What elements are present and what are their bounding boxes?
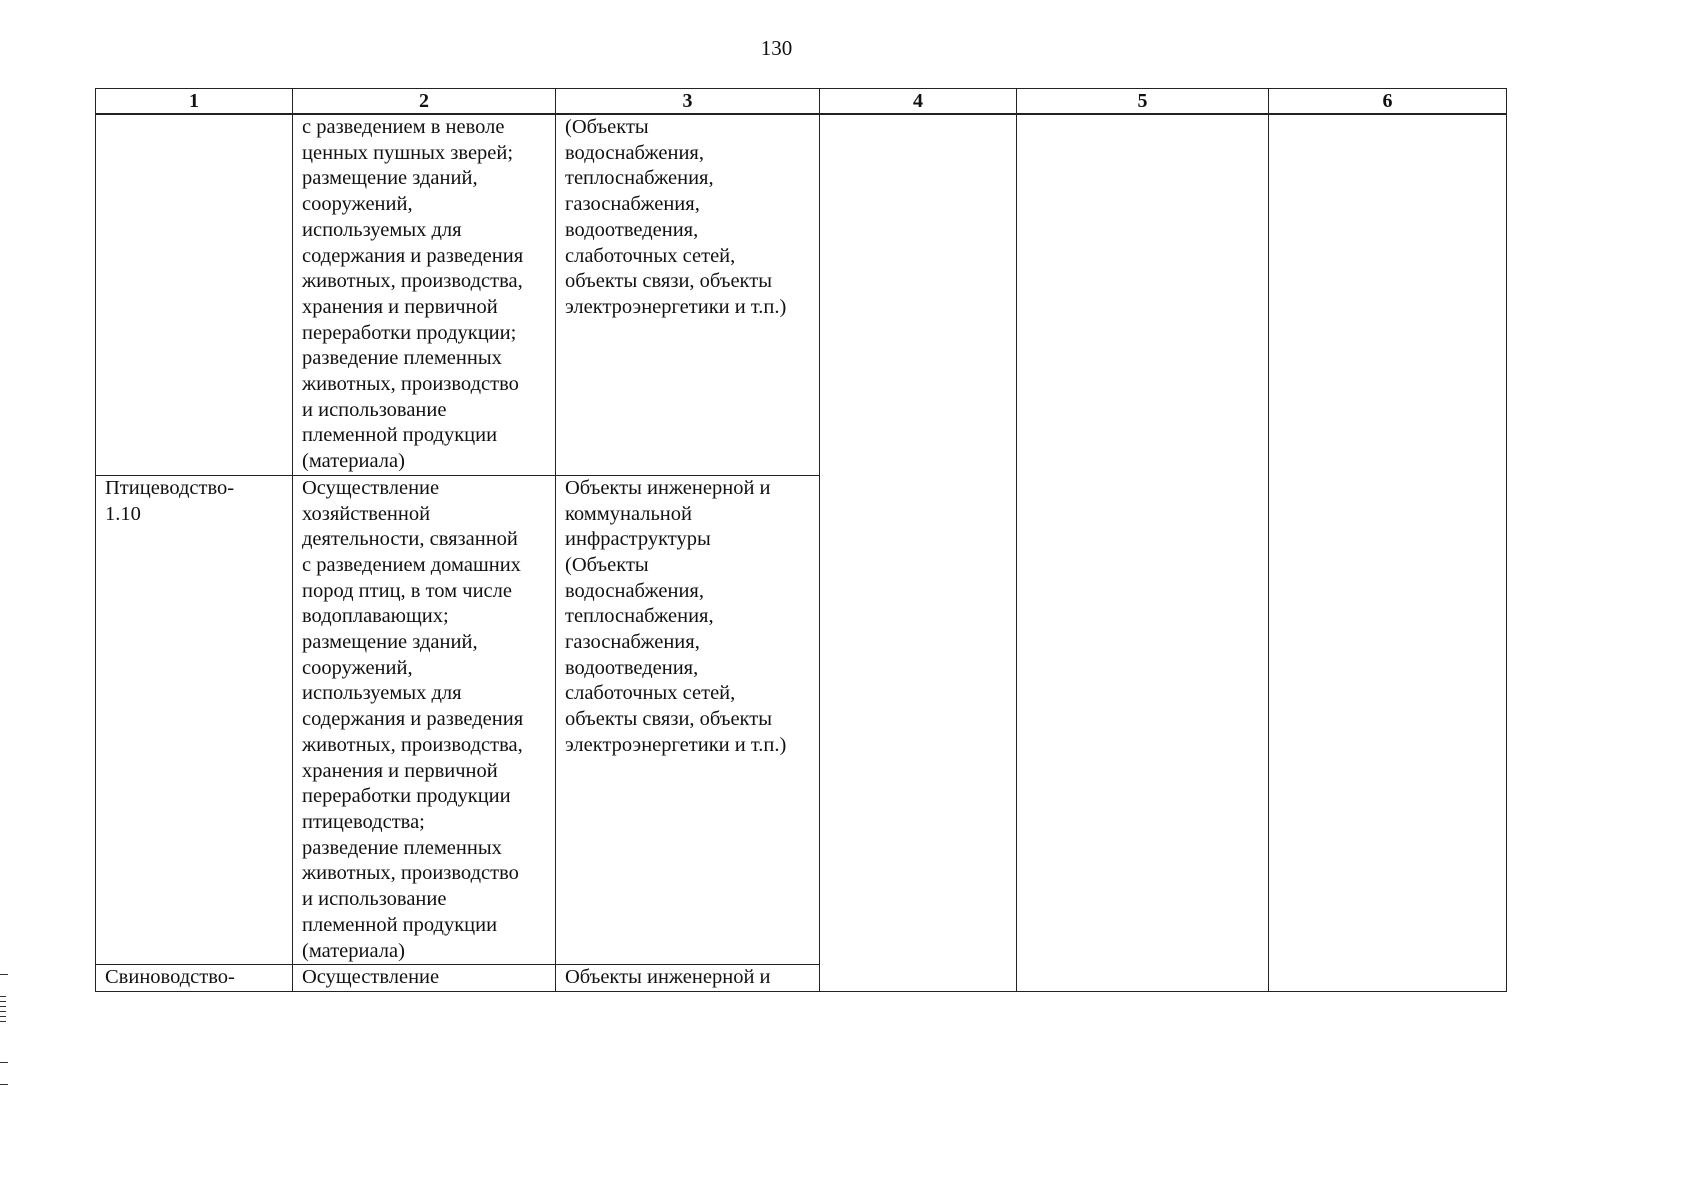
header-row bbox=[96, 89, 1507, 115]
scan-edge-marks bbox=[0, 970, 10, 1090]
column-5-cell bbox=[1017, 114, 1269, 991]
column-6-cell bbox=[1269, 114, 1507, 991]
page-number: 130 bbox=[760, 36, 793, 60]
column-header-4: 4 bbox=[820, 89, 1017, 115]
use-type-cell bbox=[96, 114, 293, 475]
use-type-cell: Свиноводство- bbox=[96, 965, 293, 992]
table-row bbox=[96, 114, 1507, 475]
ancillary-objects-cell: Объекты инженерной и коммунальной инфраструктуры (Объекты водоснабжения, теплоснабжения, газоснабжения, водоотведения, слаботочных сетей, объекты связи, объекты электроэнергетики и т.п.) bbox=[556, 475, 820, 964]
ancillary-objects-cell: (Объекты водоснабжения, теплоснабжения, газоснабжения, водоотведения, слаботочных сетей, объекты связи, объекты электроэнергетики и т.п.) bbox=[556, 114, 820, 475]
column-header-6: 6 bbox=[1269, 89, 1507, 115]
land-use-table bbox=[95, 88, 1507, 992]
use-description-cell: с разведением в неволе ценных пушных зверей; размещение зданий, сооружений, используемых для содержания и разведения животных, производства, хранения и первичной переработки продукции; разведение племенных животных, производство и использование племенной продукции (материала) bbox=[293, 114, 556, 475]
column-4-cell bbox=[820, 114, 1017, 991]
column-header-1: 1 bbox=[96, 89, 293, 115]
ancillary-objects-cell: Объекты инженерной и bbox=[556, 965, 820, 992]
column-header-2: 2 bbox=[293, 89, 556, 115]
column-header-3: 3 bbox=[556, 89, 820, 115]
column-header-5: 5 bbox=[1017, 89, 1269, 115]
use-description-cell: Осуществление bbox=[293, 965, 556, 992]
use-description-cell: Осуществление хозяйственной деятельности, связанной с разведением домашних пород птиц, в том числе водоплавающих; размещение зданий, сооружений, используемых для содержания и разведения животных, производства, хранения и первичной переработки продукции птицеводства; разведение племенных животных, производство и использование племенной продукции (материала) bbox=[293, 475, 556, 964]
use-type-cell: Птицеводство- 1.10 bbox=[96, 475, 293, 964]
